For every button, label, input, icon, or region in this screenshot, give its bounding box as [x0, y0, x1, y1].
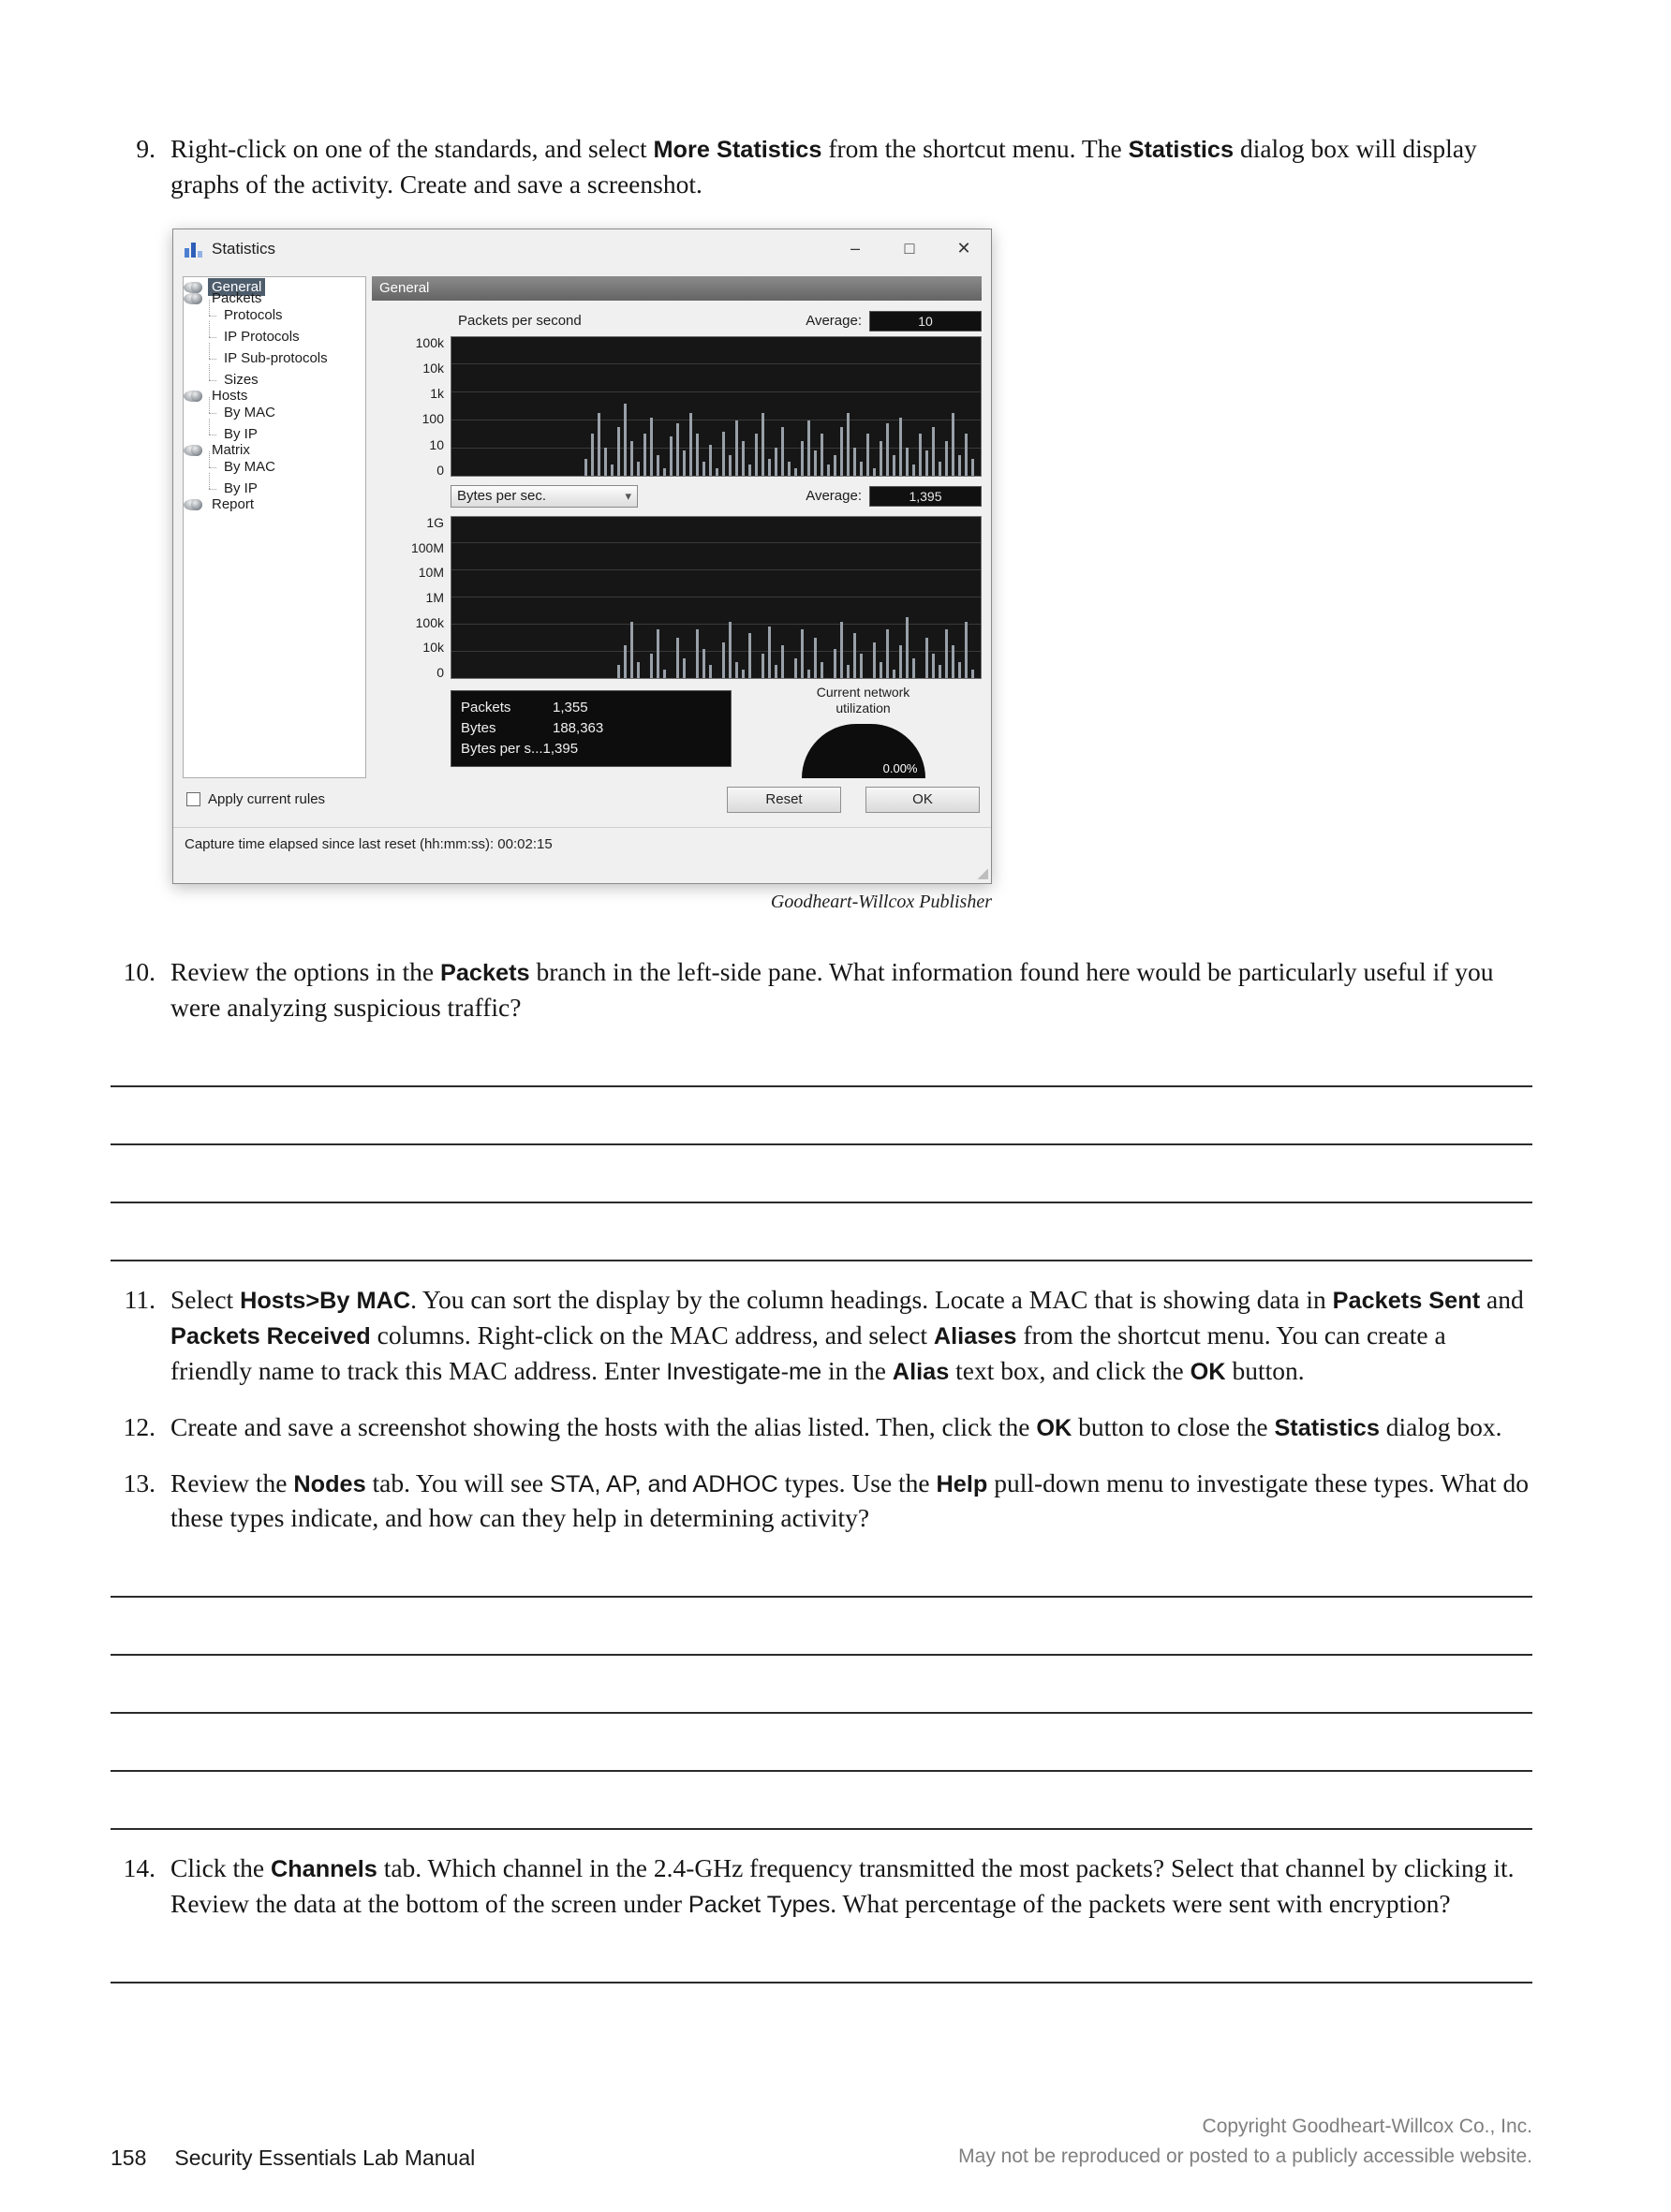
chart-bar [853, 448, 856, 476]
chart-bar [670, 436, 673, 475]
chart-bar [742, 670, 745, 678]
chevron-down-icon: ▾ [625, 488, 631, 503]
stat-value: 188,363 [553, 720, 604, 737]
tree-node-icon [191, 445, 202, 456]
chart-bar [932, 427, 935, 476]
tree-item[interactable] [184, 496, 255, 513]
item-number: 11. [124, 1284, 155, 1314]
item-number: 12. [123, 1411, 155, 1441]
chart-bar [630, 441, 633, 476]
bytes-average-value: 1,395 [869, 486, 982, 507]
chart-bar [807, 670, 810, 678]
answer-line [111, 1540, 1532, 1598]
instruction-item [111, 1409, 1532, 1445]
chart-bar [971, 670, 974, 678]
instruction-item [111, 1282, 1532, 1389]
tree-item-label: Report [212, 496, 255, 513]
chart-bar [939, 462, 941, 476]
chart-bar [735, 420, 738, 476]
text-segment: from the shortcut menu. You can create a friendly name to track this MAC address. Enter [170, 1320, 1446, 1385]
stats-box [451, 690, 732, 767]
text-segment: and [1480, 1284, 1524, 1314]
tree-item-label: By IP [224, 479, 258, 496]
chart-bar [617, 427, 620, 476]
copyright-text [958, 2112, 1532, 2171]
packets-chart-header [372, 310, 982, 332]
packets-chart-bars [453, 337, 981, 476]
chart-bar [853, 633, 856, 678]
stat-row [461, 698, 721, 718]
text-segment: Statistics [1274, 1414, 1380, 1441]
text-segment: Alias [892, 1358, 950, 1385]
answer-line [111, 1598, 1532, 1656]
chart-bar [650, 654, 653, 678]
chart-bar [643, 434, 646, 475]
tree-item[interactable] [184, 326, 365, 347]
instruction-item [111, 1851, 1532, 1922]
tree-branch-icon [204, 352, 216, 364]
item-number: 9. [136, 134, 155, 163]
chart-bar [657, 629, 659, 678]
packets-per-second-label: Packets per second [458, 313, 582, 330]
chart-bar [945, 441, 948, 476]
chart-bar [630, 622, 633, 678]
tree-item-label: By MAC [224, 404, 276, 420]
chart-bar [821, 662, 823, 678]
chart-bar [925, 638, 928, 678]
stat-value: 1,395 [542, 741, 579, 758]
chart-bar [939, 665, 941, 678]
tree-node-icon [191, 391, 202, 402]
y-axis-tick: 10k [422, 361, 444, 376]
panel-header: General [372, 276, 982, 301]
stat-label: Packets [461, 700, 511, 716]
chart-bar [958, 662, 961, 678]
page-footer [111, 2112, 1532, 2171]
text-segment: Review the [170, 1467, 294, 1497]
window-buttons [828, 229, 991, 269]
text-segment: dialog box will display graphs of the activity. Create and save a screenshot. [170, 134, 1477, 199]
chart-bar [788, 462, 791, 476]
answer-lines [111, 1925, 1532, 1983]
bytes-chart [372, 516, 982, 679]
answer-line [111, 1145, 1532, 1203]
text-segment: button to close the [1072, 1411, 1275, 1441]
text-segment: tab. You will see [365, 1467, 550, 1497]
text-segment: Packets Received [170, 1322, 371, 1349]
tree-branch-icon [204, 406, 216, 419]
item-text [170, 1851, 1532, 1922]
tree-item-label: IP Protocols [224, 328, 300, 345]
chart-bar [755, 434, 758, 475]
y-axis-tick: 1G [426, 514, 444, 530]
answer-line [111, 1203, 1532, 1261]
chart-bar [781, 427, 784, 476]
text-segment: . What percentage of the packets were sent with encryption? [830, 1889, 1451, 1919]
chart-bar [814, 450, 817, 476]
instruction-item [111, 1466, 1532, 1537]
chart-bar [584, 459, 587, 476]
chart-bar [611, 465, 614, 476]
chart-bar [814, 638, 817, 678]
chart-bar [676, 638, 679, 678]
chart-bar [821, 434, 823, 475]
tree-item-label: IP Sub-protocols [224, 349, 328, 366]
tree-item-label: Protocols [224, 306, 283, 323]
text-segment: Help [936, 1470, 988, 1497]
chart-bar [912, 658, 915, 678]
bytes-unit-label: Bytes per sec. [457, 488, 547, 505]
text-segment: STA, AP, and ADHOC [550, 1470, 778, 1497]
chart-bar [702, 462, 705, 476]
chart-bar [748, 633, 751, 678]
stat-row [461, 739, 721, 759]
chart-bar [722, 432, 725, 476]
answer-line [111, 1772, 1532, 1830]
chart-bar [893, 455, 895, 476]
stat-label: Bytes [461, 720, 496, 737]
statistics-icon [185, 241, 202, 258]
answer-line [111, 1925, 1532, 1983]
tree-node-icon [191, 293, 202, 304]
average-label: Average: [806, 488, 862, 505]
chart-bar [775, 448, 777, 476]
text-segment: pull-down menu to investigate these types. What do these types indicate, and how can they help in determining activity? [170, 1467, 1529, 1533]
text-segment: in the [821, 1355, 893, 1385]
chart-bar [637, 662, 640, 678]
item-number: 13. [123, 1467, 155, 1497]
chart-bar [748, 465, 751, 476]
tree-item-label: Hosts [212, 388, 248, 405]
y-axis-tick: 100 [421, 411, 444, 427]
tree-node-icon [191, 499, 202, 510]
chart-bar [762, 654, 764, 678]
chart-bar [598, 413, 600, 476]
text-segment: Select [170, 1284, 241, 1314]
chart-bar [847, 413, 850, 476]
chart-bar [834, 455, 836, 476]
chart-bar [768, 627, 771, 678]
chart-bar [965, 622, 968, 678]
answer-line [111, 1714, 1532, 1772]
chart-bar [729, 622, 732, 678]
copyright-line: Copyright Goodheart-Willcox Co., Inc. [1202, 2116, 1532, 2137]
tree-item[interactable] [184, 290, 262, 307]
apply-rules-label: Apply current rules [208, 791, 326, 808]
tree-item-label: Sizes [224, 371, 259, 388]
item-text [170, 1409, 1532, 1445]
page-content [111, 131, 1532, 2000]
ok-button[interactable]: OK [865, 787, 980, 813]
text-segment: Hosts>By MAC [240, 1287, 411, 1314]
footer-left [111, 2146, 475, 2171]
apply-rules-checkbox[interactable] [186, 792, 200, 806]
chart-bar [801, 441, 804, 476]
maximize-button[interactable]: □ [904, 239, 915, 258]
chart-bar [617, 665, 620, 678]
resize-grip-icon[interactable]: ◢ [977, 864, 988, 881]
chart-bar [663, 670, 666, 678]
chart-bar [860, 654, 863, 678]
chart-bar [860, 462, 863, 476]
chart-bar [709, 665, 712, 678]
chart-bar [886, 629, 889, 678]
tree-item-label: By IP [224, 425, 258, 442]
utilization-value: 0.00% [882, 760, 918, 775]
instruction-item [111, 131, 1532, 202]
chart-bar [899, 645, 902, 677]
text-segment: Packets Sent [1332, 1287, 1481, 1314]
bytes-chart-plot [451, 516, 982, 679]
chart-bar [709, 445, 712, 476]
answer-line [111, 1029, 1532, 1087]
item-number: 10. [123, 956, 155, 986]
chart-bar [880, 662, 882, 678]
text-segment: Nodes [293, 1470, 366, 1497]
chart-bar [624, 645, 627, 677]
text-segment: branch in the left-side pane. What information found here would be particularly useful if you were analyzing suspicious traffic? [170, 956, 1494, 1022]
chart-bar [925, 450, 928, 476]
chart-bar [807, 420, 810, 476]
status-text: Capture time elapsed since last reset (hh:mm:ss): 00:02:15 [185, 835, 553, 852]
instruction-list-top [111, 131, 1532, 202]
chart-bar [919, 434, 922, 475]
chart-bar [952, 645, 954, 677]
chart-bar [906, 448, 909, 476]
tree-node-icon [191, 282, 202, 293]
packets-chart-plot [451, 336, 982, 477]
tree-item[interactable] [184, 388, 248, 405]
bytes-average-group [806, 486, 982, 507]
answer-line [111, 1656, 1532, 1714]
tree-item[interactable] [184, 347, 365, 369]
text-segment: Right-click on one of the standards, and select [170, 134, 654, 163]
chart-bar [762, 413, 764, 476]
chart-bar [880, 441, 882, 476]
chart-bar [591, 434, 594, 475]
text-segment: Packets [439, 959, 530, 986]
y-axis-tick: 10k [422, 640, 444, 656]
page-number: 158 [111, 2146, 147, 2170]
sidebar-tree [183, 276, 366, 778]
stat-row [461, 718, 721, 739]
instruction-item [111, 954, 1532, 1025]
answer-lines [111, 1029, 1532, 1261]
copyright-line: May not be reproduced or posted to a publicly accessible website. [958, 2145, 1532, 2167]
text-segment: from the shortcut menu. The [821, 134, 1129, 163]
item-text [170, 954, 1532, 1025]
chart-bar [768, 459, 771, 476]
y-axis-tick: 0 [436, 664, 444, 680]
manual-title: Security Essentials Lab Manual [174, 2146, 476, 2170]
packets-average-group [806, 311, 982, 332]
tree-item[interactable] [184, 279, 262, 296]
chart-bar [945, 629, 948, 678]
y-axis-tick: 100k [415, 614, 444, 630]
y-axis-tick: 1M [425, 589, 444, 605]
chart-bar [696, 434, 699, 475]
text-segment: Packet Types [688, 1892, 831, 1919]
average-label: Average: [806, 313, 862, 330]
tree-item[interactable] [184, 442, 250, 459]
chart-bar [893, 670, 895, 678]
close-button[interactable]: ✕ [956, 239, 971, 258]
chart-bar [801, 629, 804, 678]
chart-bar [775, 665, 777, 678]
text-segment: Click the [170, 1853, 271, 1883]
chart-bar [794, 468, 797, 475]
item-number: 14. [123, 1853, 155, 1883]
text-segment: button. [1225, 1355, 1305, 1385]
text-segment: Investigate-me [666, 1358, 822, 1385]
chart-bar [906, 617, 909, 678]
chart-bar [696, 629, 699, 678]
chart-bar [873, 642, 876, 678]
y-axis-tick: 1k [430, 386, 444, 402]
tree-branch-icon [204, 428, 216, 440]
chart-bar [952, 413, 954, 476]
packets-chart-y-axis [372, 336, 451, 477]
text-segment: Create and save a screenshot showing the hosts with the alias listed. Then, click the [170, 1411, 1037, 1441]
text-segment: Statistics [1128, 137, 1235, 163]
chart-bar [965, 434, 968, 475]
chart-bar [676, 423, 679, 476]
chart-bar [932, 654, 935, 678]
packets-chart [372, 336, 982, 477]
answer-lines [111, 1540, 1532, 1830]
y-axis-tick: 100k [415, 334, 444, 350]
figure-caption: Goodheart-Willcox Publisher [770, 891, 992, 912]
status-bar [173, 827, 991, 883]
bytes-chart-header [451, 484, 982, 509]
tree-item-label: Matrix [212, 442, 250, 459]
tree-item-label: By MAC [224, 458, 276, 475]
dialog-title: Statistics [212, 239, 276, 258]
chart-bar [834, 649, 836, 678]
tree-branch-icon [204, 309, 216, 321]
tree-item-label: Packets [212, 290, 262, 307]
chart-bar [716, 468, 718, 475]
tree-branch-icon [204, 374, 216, 386]
bytes-chart-bars [453, 517, 981, 678]
text-segment: . You can sort the display by the column headings. Locate a MAC that is showing data in [410, 1284, 1333, 1314]
text-segment: More Statistics [653, 137, 822, 163]
chart-bar [663, 468, 666, 475]
tree-branch-icon [204, 482, 216, 494]
chart-bar [873, 468, 876, 475]
chart-bar [604, 448, 607, 476]
chart-bar [794, 658, 797, 678]
chart-bar [958, 455, 961, 476]
statistics-dialog [172, 229, 992, 884]
bytes-chart-y-axis [372, 516, 451, 679]
text-segment: Review the options in the [170, 956, 440, 986]
reset-button[interactable]: Reset [727, 787, 841, 813]
chart-bar [847, 665, 850, 678]
chart-bar [624, 404, 627, 476]
chart-bar [650, 418, 653, 476]
chart-bar [683, 450, 686, 476]
text-segment: OK [1190, 1358, 1226, 1385]
chart-bar [657, 455, 659, 476]
text-segment: tab. Which channel in the 2.4-GHz frequency transmitted the most packets? Select that channel by clicking it. Review the data at the bottom of the screen under [170, 1853, 1515, 1919]
chart-bar [971, 459, 974, 476]
chart-bar [722, 642, 725, 678]
chart-bar [683, 658, 686, 678]
text-segment: types. Use the [777, 1467, 937, 1497]
text-segment: dialog box. [1379, 1411, 1502, 1441]
bytes-unit-dropdown[interactable] [451, 485, 638, 508]
minimize-button[interactable]: – [850, 239, 860, 258]
figure [172, 229, 992, 913]
item-text [170, 1282, 1532, 1389]
text-segment: text box, and click the [949, 1355, 1190, 1385]
y-axis-tick: 10M [418, 565, 444, 581]
dialog-controls [186, 786, 980, 814]
chart-bar [912, 465, 915, 476]
utilization-label: utilization [836, 700, 891, 715]
stat-value: 1,355 [553, 700, 588, 716]
tree-branch-icon [204, 461, 216, 473]
chart-bar [899, 418, 902, 476]
utilization-label: Current network [816, 684, 910, 700]
stat-label: Bytes per s... [461, 741, 543, 758]
tree-branch-icon [204, 331, 216, 343]
text-segment: columns. Right-click on the MAC address, and select [370, 1320, 934, 1349]
chart-bar [637, 462, 640, 476]
tree-item-label: General [208, 278, 265, 296]
text-segment: Channels [270, 1856, 377, 1883]
utilization-gauge [802, 724, 925, 778]
chart-bar [827, 465, 830, 476]
item-text [170, 131, 1532, 202]
chart-bar [840, 622, 843, 678]
dialog-titlebar [173, 229, 991, 269]
chart-bar [886, 423, 889, 476]
chart-bar [735, 662, 738, 678]
chart-bar [729, 455, 732, 476]
chart-bar [866, 434, 869, 475]
packets-average-value: 10 [869, 311, 982, 332]
chart-bar [781, 645, 784, 677]
y-axis-tick: 100M [410, 539, 444, 555]
chart-bar [742, 441, 745, 476]
text-segment: Aliases [933, 1322, 1017, 1349]
chart-bar [702, 649, 705, 678]
y-axis-tick: 10 [429, 436, 444, 452]
answer-line [111, 1087, 1532, 1145]
instruction-list [111, 954, 1532, 1983]
chart-bar [689, 413, 692, 476]
item-text [170, 1466, 1532, 1537]
chart-bar [840, 427, 843, 476]
text-segment: OK [1036, 1414, 1072, 1441]
y-axis-tick: 0 [436, 462, 444, 478]
network-utilization [750, 685, 976, 778]
